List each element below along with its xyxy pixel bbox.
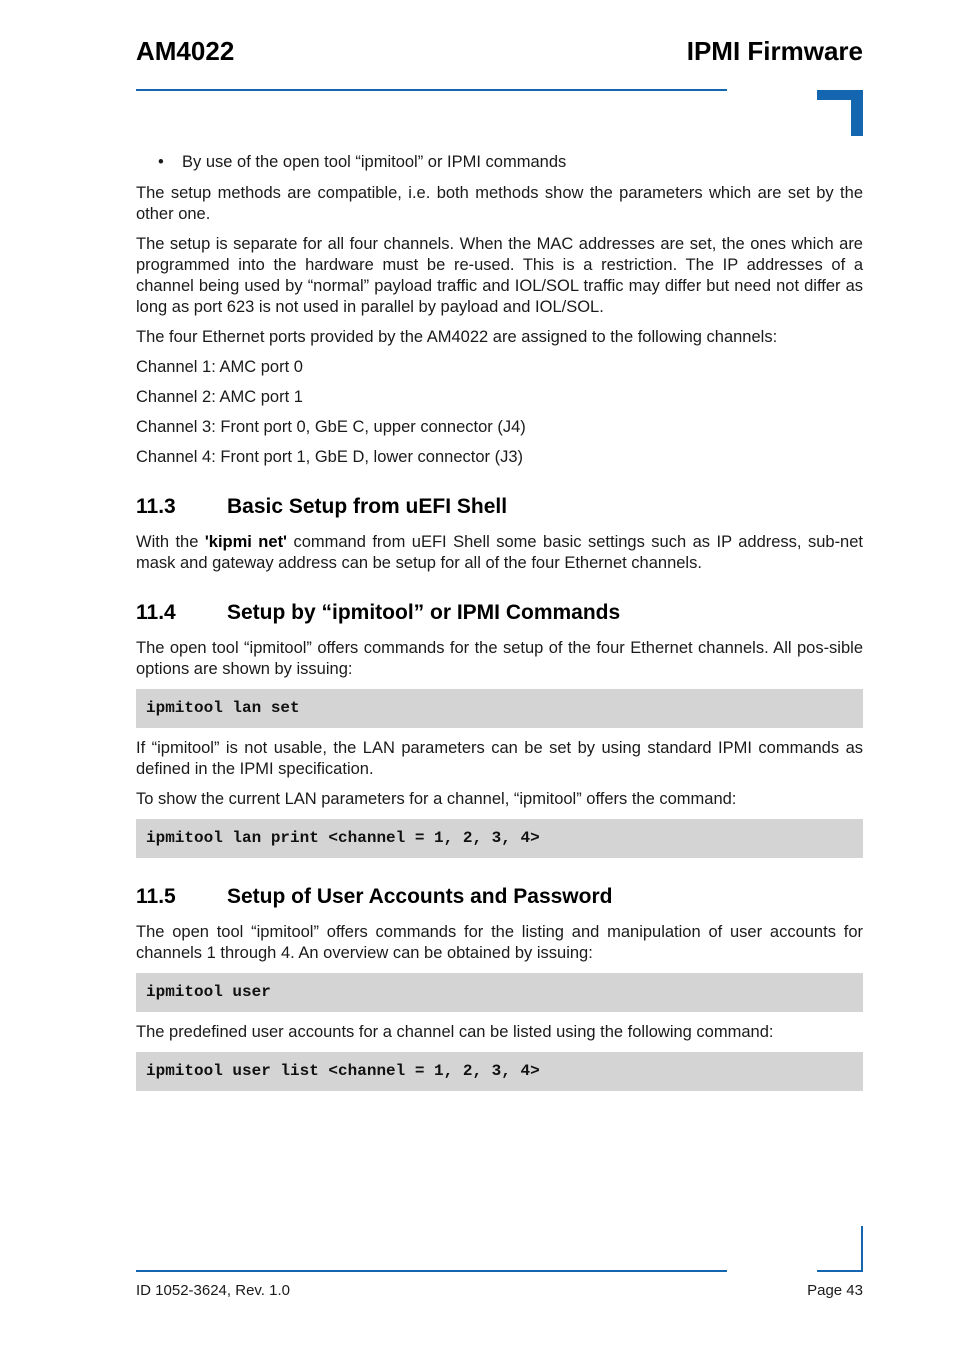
footer-doc-id: ID 1052-3624, Rev. 1.0 [136,1282,290,1299]
channel-line-1: Channel 1: AMC port 0 [136,358,303,376]
page-content [136,152,863,1101]
channel-line-3: Channel 3: Front port 0, GbE C, upper connector (J4) [136,418,526,436]
footer-page-number: Page 43 [807,1282,863,1299]
paragraph-user-accounts: The open tool “ipmitool” offers commands for the listing and manipulation of user accounts for channels 1 through 4. An overview can be obtained by issuing: [136,923,863,962]
bullet-item [136,152,863,173]
corner-mark-bottom [817,1226,863,1272]
section-heading-11-3 [136,494,863,520]
header-divider [136,89,727,91]
section-number: 11.3 [136,495,176,518]
paragraph-show-lan: To show the current LAN parameters for a channel, “ipmitool” offers the command: [136,790,737,808]
bullet-icon: • [158,153,164,171]
channel-line-2: Channel 2: AMC port 1 [136,388,303,406]
paragraph-ipmi-commands: If “ipmitool” is not usable, the LAN parameters can be set by using standard IPMI commands as defined in the IPMI specification. [136,739,863,778]
corner-mark-top [817,90,863,136]
code-block-lan-print: ipmitool lan print <channel = 1, 2, 3, 4> [136,819,863,858]
corner-mark-bottom-vertical [861,1226,863,1272]
kipmi-text-post: command from uEFI Shell some basic settings such as IP address, sub-net mask and gateway address can be setup for all of the four Ethernet channels. [136,533,863,572]
paragraph-ports: The four Ethernet ports provided by the AM4022 are assigned to the following channels: [136,328,778,346]
section-title: Setup by “ipmitool” or IPMI Commands [227,601,621,624]
section-number: 11.4 [136,601,176,624]
kipmi-text-pre: With the [136,533,205,551]
code-block-lan-set: ipmitool lan set [136,689,863,728]
paragraph-kipmi [136,532,863,574]
paragraph-user-list: The predefined user accounts for a channel can be listed using the following command: [136,1023,774,1041]
kipmi-command: 'kipmi net' [204,533,287,551]
corner-mark-top-vertical [851,90,863,136]
footer-divider [136,1270,727,1272]
paragraph-compatibility: The setup methods are compatible, i.e. both methods show the parameters which are set by the other one. [136,184,863,223]
header-product: AM4022 [136,36,235,66]
header-section-title: IPMI Firmware [686,36,863,66]
corner-mark-bottom-horizontal [817,1270,863,1272]
paragraph-separate-setup: The setup is separate for all four channels. When the MAC addresses are set, the ones which are programmed into the hardware must be re-used. This is a restriction. The IP addresses of a channel being used by “normal” payload traffic and IOL/SOL traffic may differ but need not differ as long as port 623 is not used in parallel by payload and IOL/SOL. [136,235,863,316]
bullet-text: By use of the open tool “ipmitool” or IPMI commands [182,153,567,171]
section-heading-11-4 [136,600,863,626]
section-title: Setup of User Accounts and Password [227,885,613,908]
code-block-user: ipmitool user [136,973,863,1012]
section-title: Basic Setup from uEFI Shell [227,495,508,518]
section-heading-11-5 [136,884,863,910]
code-block-user-list: ipmitool user list <channel = 1, 2, 3, 4> [136,1052,863,1091]
section-number: 11.5 [136,885,176,908]
paragraph-ipmitool-setup: The open tool “ipmitool” offers commands for the setup of the four Ethernet channels. All pos-sible options are shown by issuing: [136,639,863,678]
channel-line-4: Channel 4: Front port 1, GbE D, lower connector (J3) [136,448,524,466]
